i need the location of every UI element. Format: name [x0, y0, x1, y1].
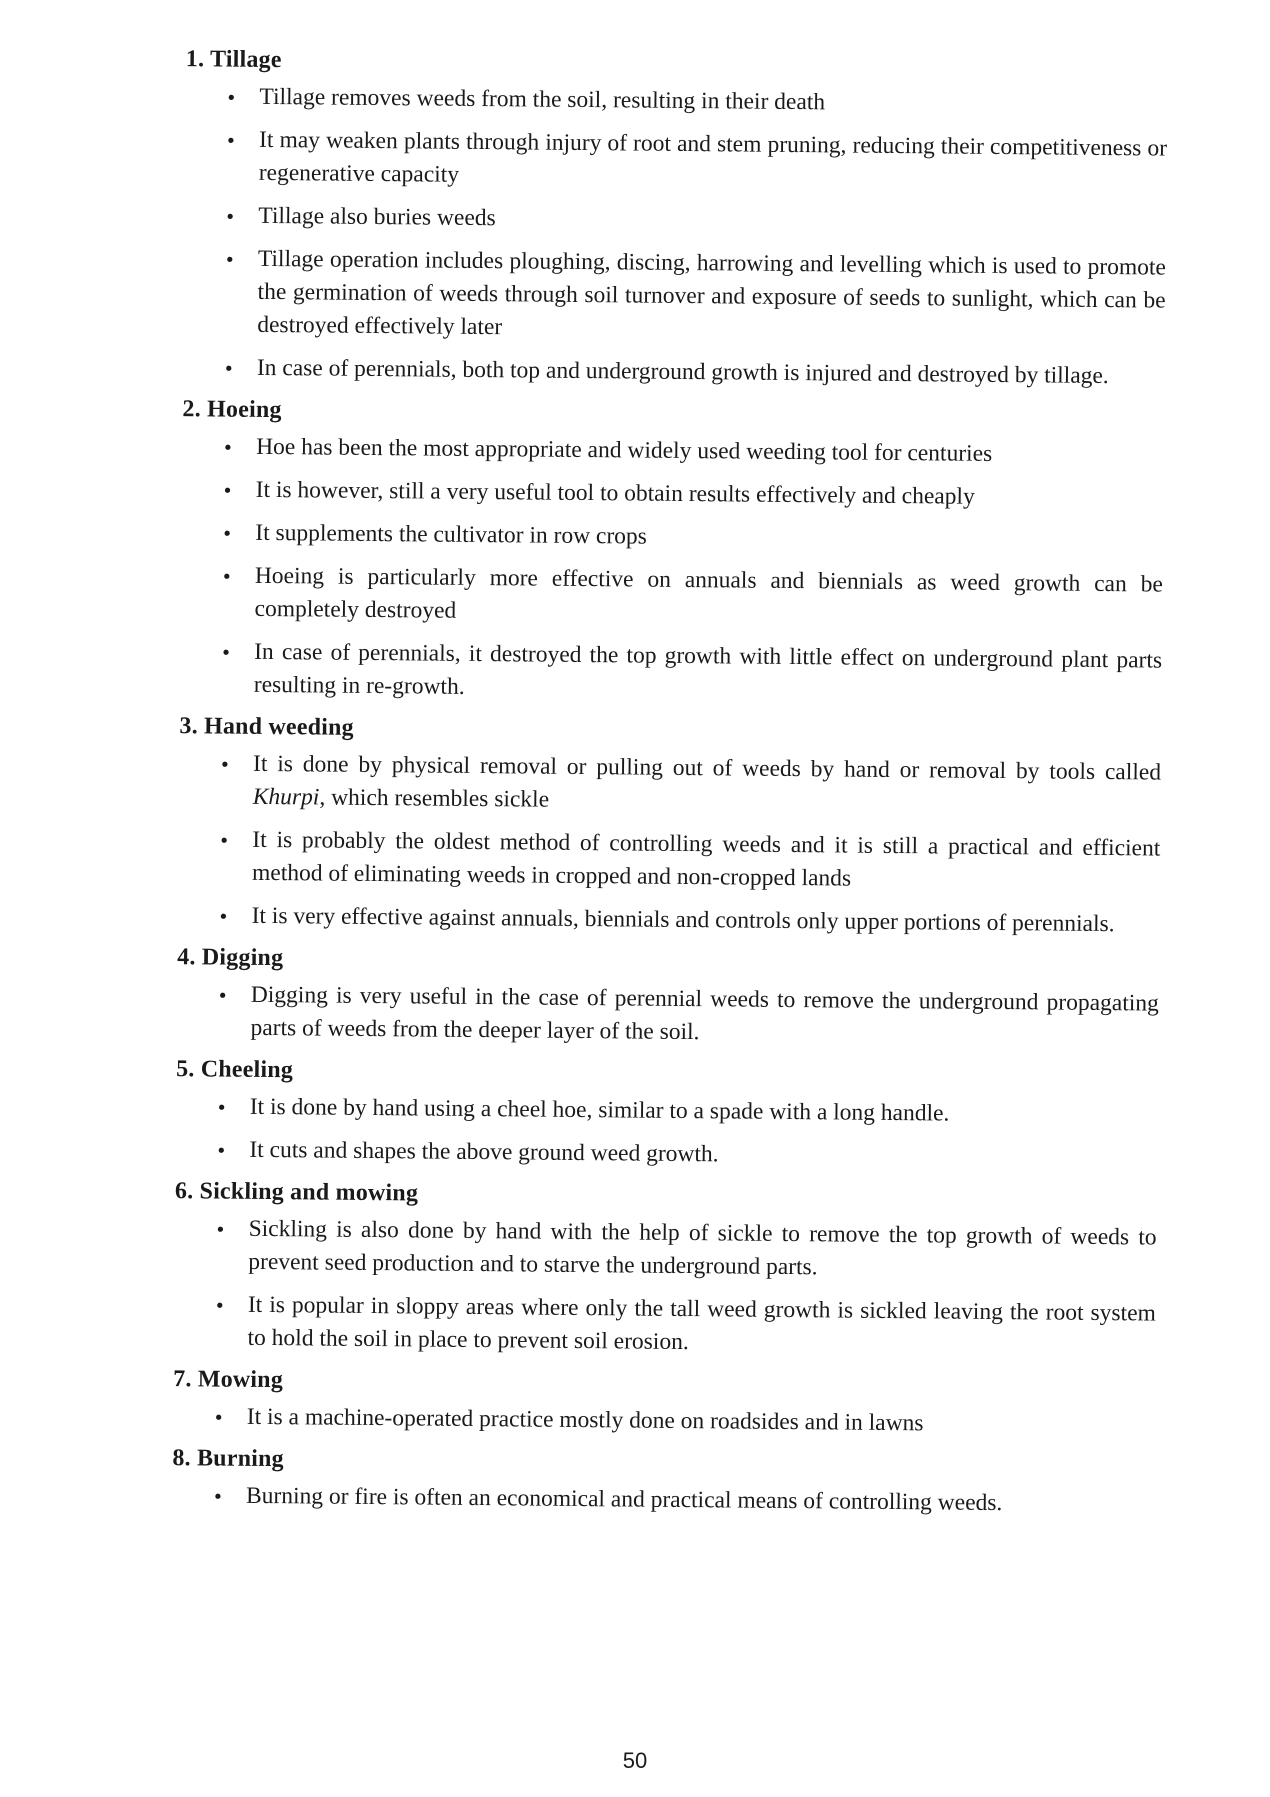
bullet-list	[162, 430, 1165, 711]
section-burning	[154, 1443, 1155, 1522]
section-heading: 5. Cheeling	[176, 1056, 294, 1084]
list-item: • It is a machine-operated practice mostly done on roadsides and in lawns	[215, 1401, 1155, 1443]
list-item: • Tillage operation includes ploughing, discing, harrowing and levelling which is used to promote the germination of weeds through soil turnover and exposure of seeds to sunlight, which can be destroyed effectively later	[225, 243, 1166, 351]
section-digging	[158, 942, 1159, 1054]
section-cheeling	[157, 1054, 1158, 1176]
khurpi-term: Khurpi	[252, 783, 320, 811]
section-heading: 8. Burning	[172, 1445, 284, 1473]
list-item: • Hoe has been the most appropriate and widely used weeding tool for centuries	[224, 431, 1164, 473]
page-content	[154, 44, 1168, 1532]
section-heading: 6. Sickling and mowing	[174, 1178, 419, 1207]
bullet-list	[154, 1479, 1154, 1522]
bullet-list	[155, 1212, 1156, 1364]
list-item: • It is very effective against annuals, biennials and controls only upper portions of perennials.	[219, 900, 1159, 942]
list-item: • Burning or fire is often an economical and practical means of controlling weeds.	[214, 1480, 1154, 1522]
section-mowing	[155, 1364, 1156, 1443]
page-number: 50	[622, 1748, 648, 1773]
list-item: • It is however, still a very useful tool to obtain results effectively and cheaply	[224, 474, 1164, 516]
list-item: • Tillage removes weeds from the soil, resulting in their death	[227, 81, 1167, 123]
list-item: • Digging is very useful in the case of perennial weeds to remove the underground propagating parts of weeds from the deeper layer of the soil.	[218, 979, 1159, 1054]
list-item: • Tillage also buries weeds	[226, 200, 1166, 242]
list-item-text-tail: , which resembles sickle	[319, 784, 550, 813]
list-item: • It may weaken plants through injury of root and stem pruning, reducing their competitiveness or regenerative capacity	[227, 124, 1168, 199]
section-tillage	[165, 44, 1168, 394]
section-heading: 2. Hoeing	[182, 396, 282, 424]
list-item-text: It is done by physical removal or pulling out of weeds by hand or removal by tools called	[252, 750, 1162, 786]
bullet-list	[158, 978, 1159, 1054]
list-item: • It is probably the oldest method of controlling weeds and it is still a practical and efficient method of eliminating weeds in cropped and non-cropped lands	[220, 824, 1161, 899]
section-hand-weeding	[159, 711, 1161, 942]
list-item: • In case of perennials, both top and underground growth is injured and destroyed by tillage.	[225, 352, 1165, 394]
bullet-list	[159, 747, 1161, 942]
bullet-list	[165, 80, 1168, 394]
list-item: • It is popular in sloppy areas where only the tall weed growth is sickled leaving the root system to hold the soil in place to prevent soil erosion.	[215, 1289, 1156, 1364]
list-item: • Sickling is also done by hand with the help of sickle to remove the top growth of weeds to prevent seed production and to starve the underground parts.	[216, 1213, 1157, 1288]
section-heading: 4. Digging	[177, 944, 284, 972]
list-item	[221, 748, 1162, 823]
list-item: • It cuts and shapes the above ground weed growth.	[217, 1134, 1157, 1176]
list-item: • It supplements the cultivator in row crops	[223, 517, 1163, 559]
bullet-list	[157, 1090, 1158, 1176]
section-heading: 3. Hand weeding	[179, 713, 354, 741]
list-item: • In case of perennials, it destroyed the top growth with little effect on underground plant parts resulting in re-growth.	[222, 636, 1163, 711]
list-item: • Hoeing is particularly more effective on annuals and biennials as weed growth can be completely destroyed	[222, 560, 1163, 635]
list-item: • It is done by hand using a cheel hoe, similar to a spade with a long handle.	[218, 1091, 1158, 1133]
section-hoeing	[162, 394, 1165, 711]
section-heading: 1. Tillage	[185, 46, 282, 74]
section-heading: 7. Mowing	[173, 1366, 284, 1394]
bullet-list	[155, 1400, 1155, 1443]
section-sickling-and-mowing	[155, 1176, 1157, 1364]
